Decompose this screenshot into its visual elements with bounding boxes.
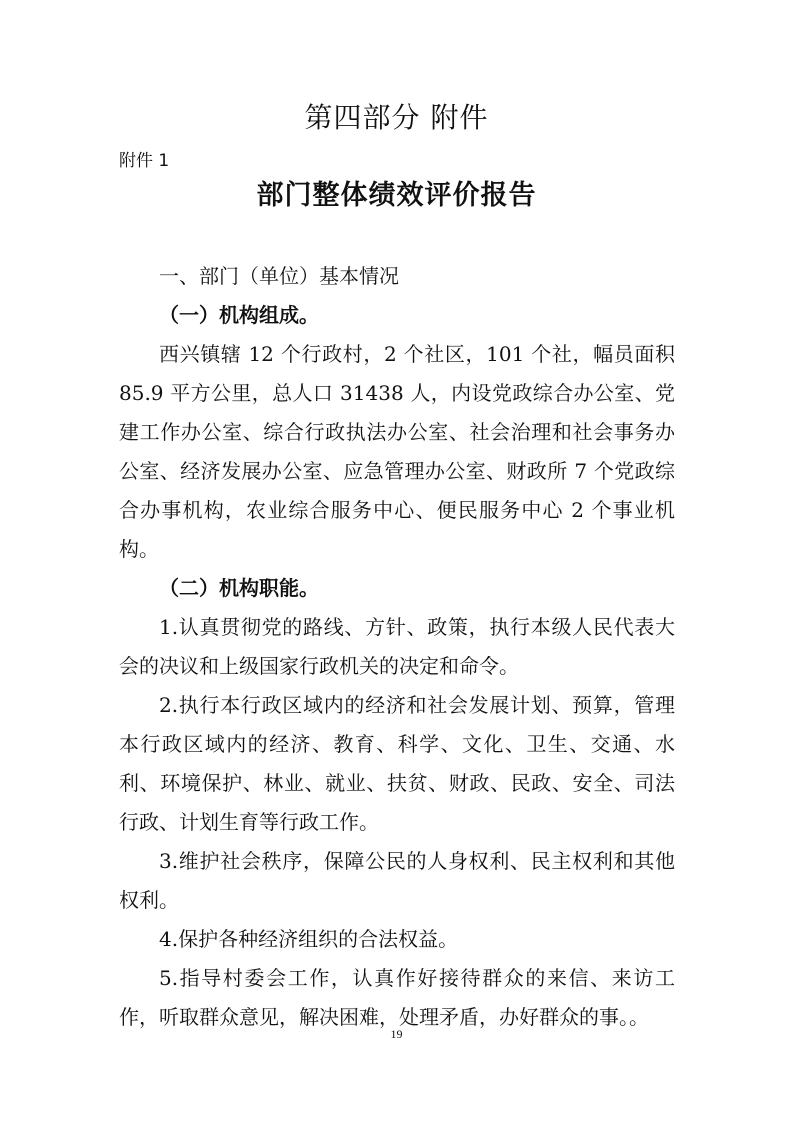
function-item: 3.维护社会秩序，保障公民的人身权利、民主权利和其他权利。 — [119, 849, 675, 912]
paragraph-organization: 西兴镇辖 12 个行政村，2 个社区，101 个社，幅员面积 85.9 平方公里，总人口 31438 人，内设党政综合办公室、党建工作办公室、综合行政执法办公室、社会治理和社会事务办公室、经济发展办公室、应急管理办公室、财政所 7 个党政综合办事机构，农业综合服务中心、便民服务中心 2 个事业机构。 — [119, 342, 675, 561]
function-item: 5.指导村委会工作，认真作好接待群众的来信、来访工作，听取群众意见，解决困难，处理矛盾，办好群众的事。。 — [119, 966, 675, 1029]
section-heading-basic-info: 一、部门（单位）基本情况 — [159, 264, 399, 288]
document-body — [119, 257, 675, 1037]
function-item: 4.保护各种经济组织的合法权益。 — [159, 927, 459, 951]
part-title: 第四部分 附件 — [304, 101, 489, 134]
function-item: 2.执行本行政区域内的经济和社会发展计划、预算，管理本行政区域内的经济、教育、科学、文化、卫生、交通、水利、环境保护、林业、就业、扶贫、财政、民政、安全、司法行政、计划生育等行政工作。 — [119, 693, 675, 834]
function-item: 1.认真贯彻党的路线、方针、政策，执行本级人民代表大会的决议和上级国家行政机关的决定和命令。 — [119, 615, 675, 678]
attachment-label: 附件 1 — [119, 151, 170, 171]
subsection-heading-organization: （一）机构组成。 — [159, 303, 319, 327]
page-number: 19 — [390, 1027, 403, 1041]
subsection-heading-functions: （二）机构职能。 — [159, 576, 319, 600]
report-title: 部门整体绩效评价报告 — [256, 180, 537, 211]
